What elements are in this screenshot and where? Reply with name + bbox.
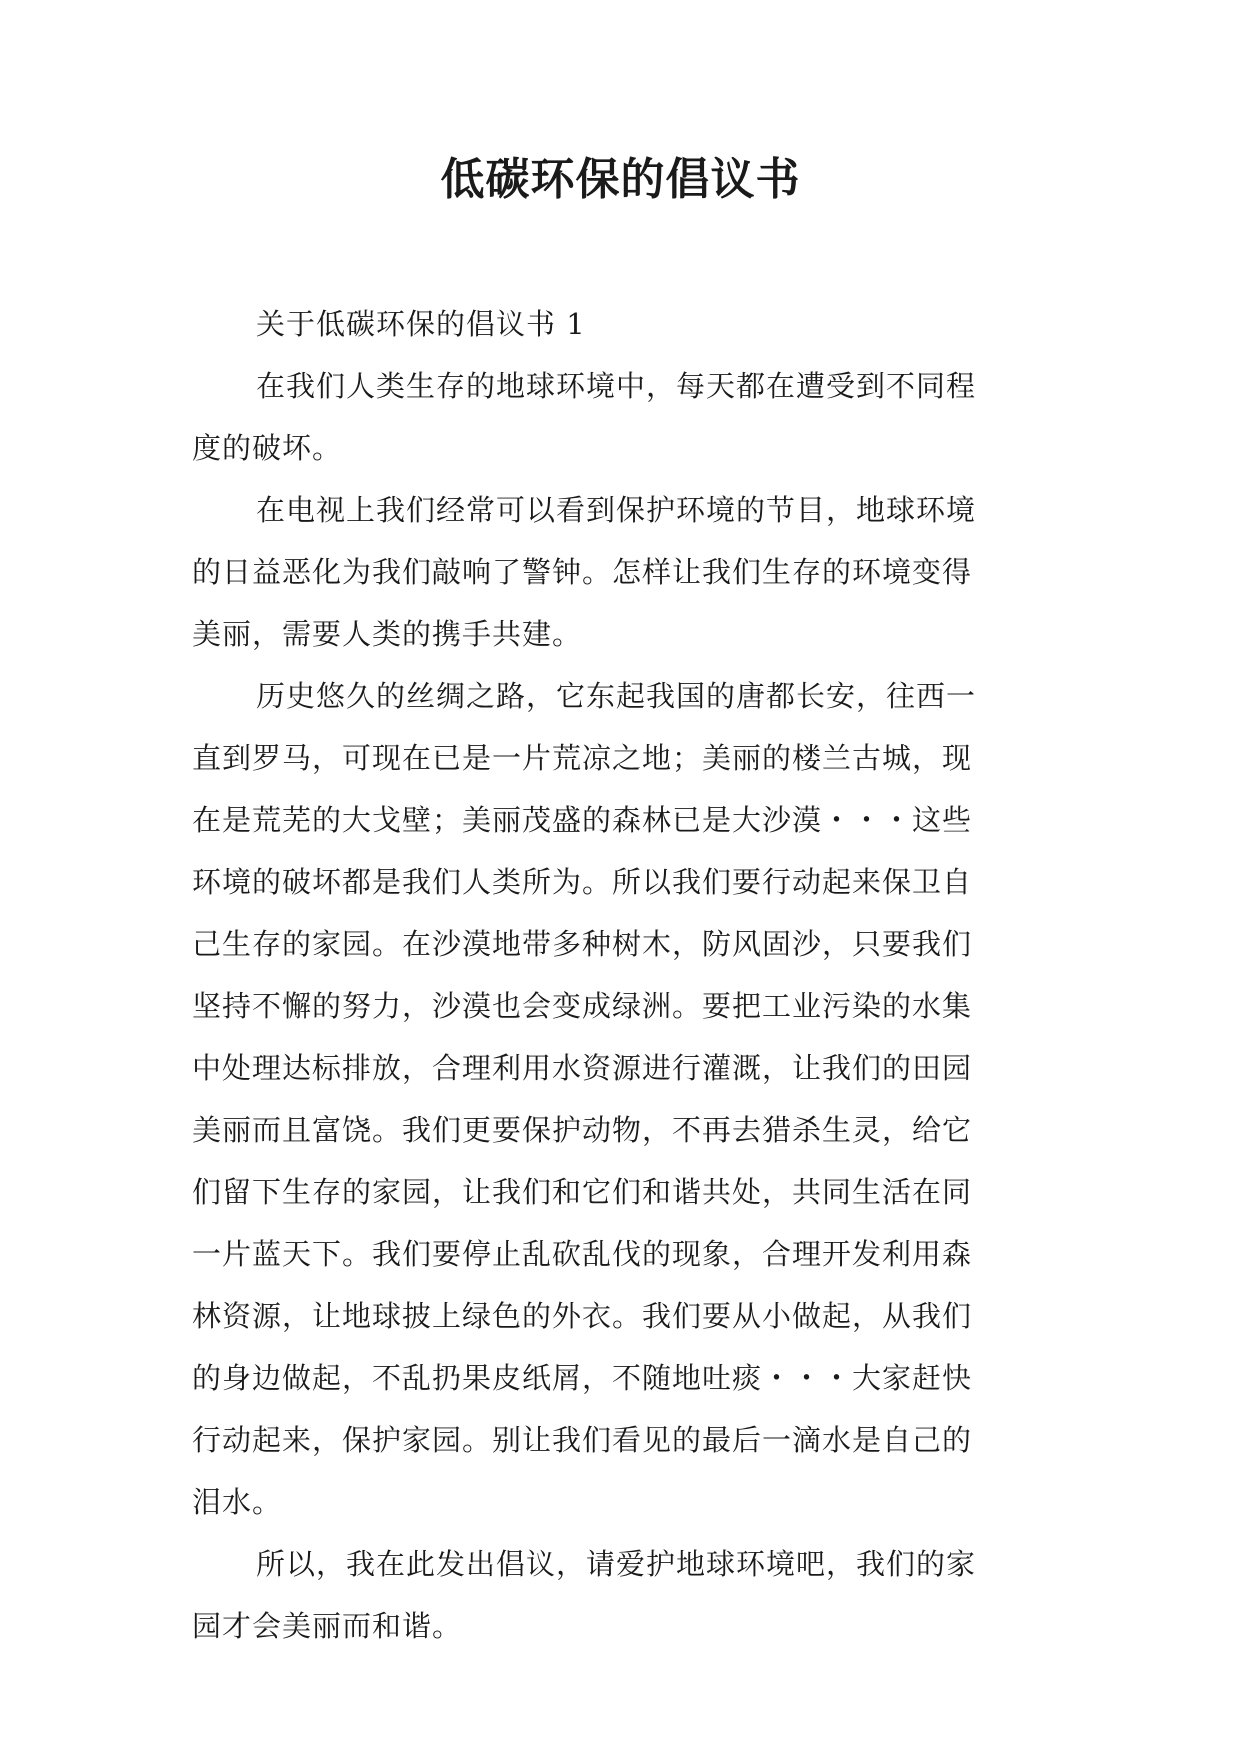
paragraph-line: 行动起来，保护家园。别让我们看见的最后一滴水是自己的 bbox=[192, 1423, 973, 1457]
paragraph-line: 泪水。 bbox=[192, 1485, 283, 1519]
paragraph-line: 一片蓝天下。我们要停止乱砍乱伐的现象，合理开发利用森 bbox=[192, 1237, 973, 1271]
paragraph-line: 己生存的家园。在沙漠地带多种树木，防风固沙，只要我们 bbox=[192, 927, 973, 961]
paragraph-line: 直到罗马，可现在已是一片荒凉之地；美丽的楼兰古城，现 bbox=[192, 741, 973, 775]
document-title: 低碳环保的倡议书 bbox=[440, 154, 801, 205]
paragraph-line: 环境的破坏都是我们人类所为。所以我们要行动起来保卫自 bbox=[192, 865, 973, 899]
paragraph bbox=[192, 479, 1060, 665]
paragraph bbox=[192, 1533, 1060, 1657]
document-subtitle: 关于低碳环保的倡议书 1 bbox=[256, 307, 586, 341]
paragraph-line: 度的破坏。 bbox=[192, 431, 343, 465]
paragraph-line: 的身边做起，不乱扔果皮纸屑，不随地吐痰・・・大家赶快 bbox=[192, 1361, 973, 1395]
paragraph-line: 在是荒芜的大戈壁；美丽茂盛的森林已是大沙漠・・・这些 bbox=[192, 803, 973, 837]
paragraph bbox=[192, 665, 1060, 1533]
paragraph-line: 所以，我在此发出倡议，请爱护地球环境吧，我们的家 bbox=[256, 1547, 977, 1581]
paragraph-line: 美丽而且富饶。我们更要保护动物，不再去猎杀生灵，给它 bbox=[192, 1113, 973, 1147]
paragraph-line: 在我们人类生存的地球环境中，每天都在遭受到不同程 bbox=[256, 369, 977, 403]
paragraph-line: 的日益恶化为我们敲响了警钟。怎样让我们生存的环境变得 bbox=[192, 555, 973, 589]
paragraph-line: 坚持不懈的努力，沙漠也会变成绿洲。要把工业污染的水集 bbox=[192, 989, 973, 1023]
paragraph-line: 园才会美丽而和谐。 bbox=[192, 1609, 463, 1643]
paragraph-line: 林资源，让地球披上绿色的外衣。我们要从小做起，从我们 bbox=[192, 1299, 973, 1333]
paragraph-line: 美丽，需要人类的携手共建。 bbox=[192, 617, 583, 651]
paragraph-line: 历史悠久的丝绸之路，它东起我国的唐都长安，往西一 bbox=[256, 679, 977, 713]
paragraph-line: 在电视上我们经常可以看到保护环境的节目，地球环境 bbox=[256, 493, 977, 527]
paragraph-line: 中处理达标排放，合理利用水资源进行灌溉，让我们的田园 bbox=[192, 1051, 973, 1085]
paragraph bbox=[192, 355, 1060, 479]
document-body bbox=[192, 293, 1060, 1657]
paragraph-line: 们留下生存的家园，让我们和它们和谐共处，共同生活在同 bbox=[192, 1175, 973, 1209]
